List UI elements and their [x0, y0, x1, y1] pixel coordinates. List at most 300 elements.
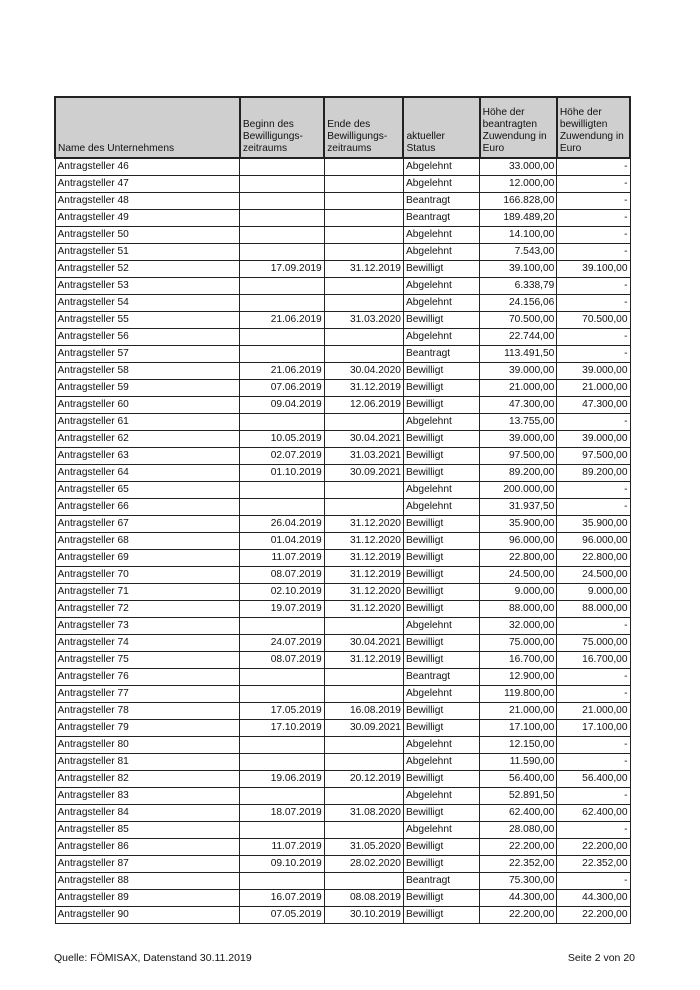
status-cell: Bewilligt [403, 431, 479, 448]
status-cell: Abgelehnt [403, 737, 479, 754]
period-begin-cell: 11.07.2019 [240, 550, 324, 567]
granted-amount-cell: - [557, 737, 630, 754]
period-begin-cell: 01.10.2019 [240, 465, 324, 482]
requested-amount-cell: 75.000,00 [480, 635, 557, 652]
period-end-cell [324, 754, 403, 771]
status-cell: Bewilligt [403, 465, 479, 482]
company-name-cell: Antragsteller 77 [55, 686, 240, 703]
table-row [55, 295, 630, 312]
status-cell: Beantragt [403, 873, 479, 890]
table-row [55, 431, 630, 448]
status-cell: Beantragt [403, 669, 479, 686]
table-row [55, 567, 630, 584]
status-cell: Bewilligt [403, 907, 479, 924]
granted-amount-cell: - [557, 686, 630, 703]
requested-amount-cell: 52.891,50 [480, 788, 557, 805]
period-begin-cell [240, 244, 324, 261]
requested-amount-cell: 12.150,00 [480, 737, 557, 754]
granted-amount-cell: - [557, 873, 630, 890]
status-cell: Bewilligt [403, 312, 479, 329]
table-row [55, 720, 630, 737]
period-end-cell [324, 158, 403, 176]
period-begin-cell: 17.05.2019 [240, 703, 324, 720]
granted-amount-cell: 96.000,00 [557, 533, 630, 550]
requested-amount-cell: 56.400,00 [480, 771, 557, 788]
table-row [55, 737, 630, 754]
period-begin-cell [240, 873, 324, 890]
company-name-cell: Antragsteller 68 [55, 533, 240, 550]
status-cell: Bewilligt [403, 652, 479, 669]
company-name-cell: Antragsteller 58 [55, 363, 240, 380]
period-begin-cell [240, 346, 324, 363]
period-begin-cell: 08.07.2019 [240, 567, 324, 584]
status-cell: Abgelehnt [403, 176, 479, 193]
table-row [55, 516, 630, 533]
table-row [55, 805, 630, 822]
period-end-cell: 30.04.2021 [324, 431, 403, 448]
period-begin-cell: 11.07.2019 [240, 839, 324, 856]
company-name-cell: Antragsteller 69 [55, 550, 240, 567]
period-begin-cell [240, 754, 324, 771]
granted-amount-cell: - [557, 618, 630, 635]
period-end-cell [324, 329, 403, 346]
status-cell: Bewilligt [403, 703, 479, 720]
status-cell: Abgelehnt [403, 329, 479, 346]
table-row [55, 397, 630, 414]
granted-amount-cell: - [557, 822, 630, 839]
period-end-cell: 08.08.2019 [324, 890, 403, 907]
requested-amount-cell: 31.937,50 [480, 499, 557, 516]
company-name-cell: Antragsteller 65 [55, 482, 240, 499]
requested-amount-cell: 166.828,00 [480, 193, 557, 210]
requested-amount-cell: 14.100,00 [480, 227, 557, 244]
status-cell: Bewilligt [403, 397, 479, 414]
company-name-cell: Antragsteller 53 [55, 278, 240, 295]
period-end-cell: 31.03.2021 [324, 448, 403, 465]
period-begin-cell [240, 618, 324, 635]
period-begin-cell [240, 788, 324, 805]
requested-amount-cell: 24.156,06 [480, 295, 557, 312]
company-name-cell: Antragsteller 66 [55, 499, 240, 516]
table-row [55, 533, 630, 550]
period-begin-cell [240, 499, 324, 516]
status-cell: Bewilligt [403, 533, 479, 550]
table-row [55, 158, 630, 176]
requested-amount-cell: 32.000,00 [480, 618, 557, 635]
company-name-cell: Antragsteller 80 [55, 737, 240, 754]
requested-amount-cell: 22.352,00 [480, 856, 557, 873]
company-name-cell: Antragsteller 49 [55, 210, 240, 227]
company-name-cell: Antragsteller 88 [55, 873, 240, 890]
requested-amount-cell: 39.000,00 [480, 363, 557, 380]
table-row [55, 856, 630, 873]
requested-amount-cell: 35.900,00 [480, 516, 557, 533]
status-cell: Bewilligt [403, 635, 479, 652]
period-end-cell: 31.12.2019 [324, 567, 403, 584]
requested-amount-cell: 24.500,00 [480, 567, 557, 584]
period-end-cell: 30.04.2021 [324, 635, 403, 652]
company-name-cell: Antragsteller 87 [55, 856, 240, 873]
status-cell: Bewilligt [403, 890, 479, 907]
period-end-cell: 31.12.2019 [324, 550, 403, 567]
company-name-cell: Antragsteller 74 [55, 635, 240, 652]
table-row [55, 329, 630, 346]
table-row [55, 278, 630, 295]
company-name-cell: Antragsteller 60 [55, 397, 240, 414]
period-end-cell [324, 822, 403, 839]
granted-amount-cell: - [557, 176, 630, 193]
table-row [55, 754, 630, 771]
company-name-cell: Antragsteller 71 [55, 584, 240, 601]
granted-amount-cell: 21.000,00 [557, 703, 630, 720]
table-row [55, 363, 630, 380]
table-header [55, 97, 630, 158]
requested-amount-cell: 119.800,00 [480, 686, 557, 703]
period-end-cell: 30.04.2020 [324, 363, 403, 380]
period-end-cell [324, 482, 403, 499]
company-name-cell: Antragsteller 56 [55, 329, 240, 346]
company-name-cell: Antragsteller 67 [55, 516, 240, 533]
table-row [55, 652, 630, 669]
table-row [55, 499, 630, 516]
table-row [55, 635, 630, 652]
requested-amount-cell: 70.500,00 [480, 312, 557, 329]
granted-amount-cell: - [557, 499, 630, 516]
requested-amount-cell: 75.300,00 [480, 873, 557, 890]
granted-amount-cell: - [557, 278, 630, 295]
period-end-cell [324, 244, 403, 261]
period-end-cell [324, 686, 403, 703]
header-granted-amount: Höhe der bewilligten Zuwendung in Euro [557, 97, 630, 158]
granted-amount-cell: 39.000,00 [557, 363, 630, 380]
status-cell: Bewilligt [403, 720, 479, 737]
period-end-cell: 31.12.2020 [324, 533, 403, 550]
period-end-cell: 16.08.2019 [324, 703, 403, 720]
requested-amount-cell: 96.000,00 [480, 533, 557, 550]
granted-amount-cell: 47.300,00 [557, 397, 630, 414]
period-begin-cell: 07.05.2019 [240, 907, 324, 924]
requested-amount-cell: 97.500,00 [480, 448, 557, 465]
company-name-cell: Antragsteller 84 [55, 805, 240, 822]
header-requested-amount: Höhe der beantragten Zuwendung in Euro [480, 97, 557, 158]
granted-amount-cell: 35.900,00 [557, 516, 630, 533]
period-begin-cell: 08.07.2019 [240, 652, 324, 669]
period-begin-cell [240, 193, 324, 210]
granted-amount-cell: - [557, 669, 630, 686]
period-end-cell: 28.02.2020 [324, 856, 403, 873]
status-cell: Bewilligt [403, 601, 479, 618]
requested-amount-cell: 89.200,00 [480, 465, 557, 482]
table-row [55, 210, 630, 227]
requested-amount-cell: 6.338,79 [480, 278, 557, 295]
period-end-cell: 20.12.2019 [324, 771, 403, 788]
requested-amount-cell: 47.300,00 [480, 397, 557, 414]
company-name-cell: Antragsteller 85 [55, 822, 240, 839]
granted-amount-cell: - [557, 210, 630, 227]
period-begin-cell: 21.06.2019 [240, 312, 324, 329]
table-row [55, 584, 630, 601]
status-cell: Beantragt [403, 210, 479, 227]
granted-amount-cell: 75.000,00 [557, 635, 630, 652]
status-cell: Bewilligt [403, 805, 479, 822]
status-cell: Bewilligt [403, 380, 479, 397]
requested-amount-cell: 22.200,00 [480, 907, 557, 924]
company-name-cell: Antragsteller 55 [55, 312, 240, 329]
table-row [55, 618, 630, 635]
period-end-cell [324, 346, 403, 363]
company-name-cell: Antragsteller 46 [55, 158, 240, 176]
granted-amount-cell: 39.000,00 [557, 431, 630, 448]
period-end-cell: 31.03.2020 [324, 312, 403, 329]
status-cell: Beantragt [403, 193, 479, 210]
period-begin-cell: 02.07.2019 [240, 448, 324, 465]
company-name-cell: Antragsteller 82 [55, 771, 240, 788]
company-name-cell: Antragsteller 89 [55, 890, 240, 907]
period-begin-cell: 07.06.2019 [240, 380, 324, 397]
requested-amount-cell: 12.000,00 [480, 176, 557, 193]
table-body [55, 158, 630, 924]
period-begin-cell [240, 176, 324, 193]
status-cell: Bewilligt [403, 516, 479, 533]
granted-amount-cell: - [557, 754, 630, 771]
granted-amount-cell: 88.000,00 [557, 601, 630, 618]
table-row [55, 907, 630, 924]
period-end-cell: 31.12.2019 [324, 261, 403, 278]
requested-amount-cell: 7.543,00 [480, 244, 557, 261]
period-begin-cell [240, 210, 324, 227]
table-row [55, 482, 630, 499]
company-name-cell: Antragsteller 76 [55, 669, 240, 686]
period-end-cell: 31.05.2020 [324, 839, 403, 856]
period-end-cell [324, 669, 403, 686]
granted-amount-cell: - [557, 193, 630, 210]
company-name-cell: Antragsteller 79 [55, 720, 240, 737]
granted-amount-cell: 22.800,00 [557, 550, 630, 567]
period-end-cell [324, 210, 403, 227]
table-row [55, 669, 630, 686]
status-cell: Abgelehnt [403, 686, 479, 703]
period-begin-cell: 26.04.2019 [240, 516, 324, 533]
period-begin-cell: 09.04.2019 [240, 397, 324, 414]
period-end-cell [324, 295, 403, 312]
company-name-cell: Antragsteller 72 [55, 601, 240, 618]
status-cell: Bewilligt [403, 584, 479, 601]
requested-amount-cell: 13.755,00 [480, 414, 557, 431]
table-row [55, 312, 630, 329]
table-row [55, 873, 630, 890]
requested-amount-cell: 12.900,00 [480, 669, 557, 686]
period-end-cell: 31.08.2020 [324, 805, 403, 822]
granted-amount-cell: 56.400,00 [557, 771, 630, 788]
table-row [55, 686, 630, 703]
granted-amount-cell: - [557, 227, 630, 244]
header-row [55, 97, 630, 158]
period-begin-cell: 21.06.2019 [240, 363, 324, 380]
requested-amount-cell: 39.000,00 [480, 431, 557, 448]
granted-amount-cell: 22.200,00 [557, 907, 630, 924]
status-cell: Beantragt [403, 346, 479, 363]
period-end-cell [324, 499, 403, 516]
requested-amount-cell: 22.200,00 [480, 839, 557, 856]
source-note: Quelle: FÖMISAX, Datenstand 30.11.2019 [54, 952, 252, 964]
table-row [55, 550, 630, 567]
company-name-cell: Antragsteller 48 [55, 193, 240, 210]
granted-amount-cell: 97.500,00 [557, 448, 630, 465]
company-name-cell: Antragsteller 52 [55, 261, 240, 278]
company-name-cell: Antragsteller 54 [55, 295, 240, 312]
requested-amount-cell: 62.400,00 [480, 805, 557, 822]
granted-amount-cell: - [557, 158, 630, 176]
table-row [55, 788, 630, 805]
granted-amount-cell: - [557, 295, 630, 312]
header-period-end: Ende des Bewilligungs-zeitraums [324, 97, 403, 158]
period-end-cell: 31.12.2019 [324, 652, 403, 669]
status-cell: Bewilligt [403, 856, 479, 873]
requested-amount-cell: 189.489,20 [480, 210, 557, 227]
requested-amount-cell: 39.100,00 [480, 261, 557, 278]
period-end-cell [324, 873, 403, 890]
company-name-cell: Antragsteller 62 [55, 431, 240, 448]
period-begin-cell: 01.04.2019 [240, 533, 324, 550]
table-row [55, 193, 630, 210]
table-row [55, 448, 630, 465]
period-end-cell: 30.10.2019 [324, 907, 403, 924]
status-cell: Abgelehnt [403, 788, 479, 805]
period-begin-cell: 10.05.2019 [240, 431, 324, 448]
table-row [55, 414, 630, 431]
period-begin-cell [240, 482, 324, 499]
company-name-cell: Antragsteller 78 [55, 703, 240, 720]
header-status: aktueller Status [403, 97, 479, 158]
requested-amount-cell: 17.100,00 [480, 720, 557, 737]
table-row [55, 822, 630, 839]
granted-amount-cell: 9.000,00 [557, 584, 630, 601]
company-name-cell: Antragsteller 83 [55, 788, 240, 805]
period-end-cell: 30.09.2021 [324, 465, 403, 482]
period-begin-cell [240, 227, 324, 244]
period-end-cell: 31.12.2020 [324, 516, 403, 533]
granted-amount-cell: 22.352,00 [557, 856, 630, 873]
period-end-cell [324, 414, 403, 431]
status-cell: Bewilligt [403, 261, 479, 278]
status-cell: Abgelehnt [403, 278, 479, 295]
requested-amount-cell: 22.744,00 [480, 329, 557, 346]
granted-amount-cell: 24.500,00 [557, 567, 630, 584]
table-row [55, 176, 630, 193]
company-name-cell: Antragsteller 51 [55, 244, 240, 261]
granted-amount-cell: 16.700,00 [557, 652, 630, 669]
table-row [55, 465, 630, 482]
period-end-cell: 31.12.2020 [324, 584, 403, 601]
requested-amount-cell: 28.080,00 [480, 822, 557, 839]
period-begin-cell: 19.06.2019 [240, 771, 324, 788]
table-row [55, 244, 630, 261]
table-row [55, 890, 630, 907]
period-begin-cell [240, 686, 324, 703]
status-cell: Bewilligt [403, 448, 479, 465]
requested-amount-cell: 11.590,00 [480, 754, 557, 771]
status-cell: Abgelehnt [403, 414, 479, 431]
period-end-cell: 31.12.2019 [324, 380, 403, 397]
requested-amount-cell: 16.700,00 [480, 652, 557, 669]
status-cell: Abgelehnt [403, 295, 479, 312]
table-row [55, 261, 630, 278]
company-name-cell: Antragsteller 61 [55, 414, 240, 431]
period-begin-cell [240, 737, 324, 754]
status-cell: Bewilligt [403, 363, 479, 380]
status-cell: Abgelehnt [403, 244, 479, 261]
period-end-cell [324, 227, 403, 244]
company-name-cell: Antragsteller 64 [55, 465, 240, 482]
granted-amount-cell: - [557, 482, 630, 499]
company-name-cell: Antragsteller 47 [55, 176, 240, 193]
granted-amount-cell: - [557, 346, 630, 363]
period-end-cell [324, 278, 403, 295]
granted-amount-cell: - [557, 329, 630, 346]
company-name-cell: Antragsteller 63 [55, 448, 240, 465]
period-end-cell [324, 193, 403, 210]
header-company-name: Name des Unternehmens [55, 97, 240, 158]
period-end-cell [324, 737, 403, 754]
status-cell: Abgelehnt [403, 227, 479, 244]
company-name-cell: Antragsteller 86 [55, 839, 240, 856]
table-row [55, 703, 630, 720]
requested-amount-cell: 44.300,00 [480, 890, 557, 907]
header-period-begin: Beginn des Bewilligungs-zeitraums [240, 97, 324, 158]
period-end-cell [324, 176, 403, 193]
requested-amount-cell: 33.000,00 [480, 158, 557, 176]
granted-amount-cell: 44.300,00 [557, 890, 630, 907]
period-begin-cell [240, 822, 324, 839]
company-name-cell: Antragsteller 57 [55, 346, 240, 363]
table-row [55, 227, 630, 244]
period-begin-cell [240, 295, 324, 312]
period-begin-cell: 19.07.2019 [240, 601, 324, 618]
status-cell: Bewilligt [403, 550, 479, 567]
requested-amount-cell: 200.000,00 [480, 482, 557, 499]
status-cell: Abgelehnt [403, 499, 479, 516]
table-row [55, 601, 630, 618]
period-begin-cell: 24.07.2019 [240, 635, 324, 652]
period-begin-cell [240, 329, 324, 346]
granted-amount-cell: 62.400,00 [557, 805, 630, 822]
requested-amount-cell: 9.000,00 [480, 584, 557, 601]
requested-amount-cell: 113.491,50 [480, 346, 557, 363]
granted-amount-cell: 22.200,00 [557, 839, 630, 856]
company-name-cell: Antragsteller 81 [55, 754, 240, 771]
status-cell: Bewilligt [403, 771, 479, 788]
table-row [55, 771, 630, 788]
requested-amount-cell: 21.000,00 [480, 703, 557, 720]
granted-amount-cell: 17.100,00 [557, 720, 630, 737]
period-begin-cell [240, 414, 324, 431]
period-begin-cell: 02.10.2019 [240, 584, 324, 601]
granted-amount-cell: 70.500,00 [557, 312, 630, 329]
period-begin-cell [240, 669, 324, 686]
company-name-cell: Antragsteller 90 [55, 907, 240, 924]
granted-amount-cell: - [557, 244, 630, 261]
period-end-cell: 31.12.2020 [324, 601, 403, 618]
period-begin-cell [240, 278, 324, 295]
company-name-cell: Antragsteller 73 [55, 618, 240, 635]
grant-table [54, 96, 631, 924]
table-row [55, 346, 630, 363]
period-begin-cell: 16.07.2019 [240, 890, 324, 907]
period-begin-cell: 17.10.2019 [240, 720, 324, 737]
company-name-cell: Antragsteller 59 [55, 380, 240, 397]
company-name-cell: Antragsteller 70 [55, 567, 240, 584]
page-number: Seite 2 von 20 [567, 952, 635, 964]
